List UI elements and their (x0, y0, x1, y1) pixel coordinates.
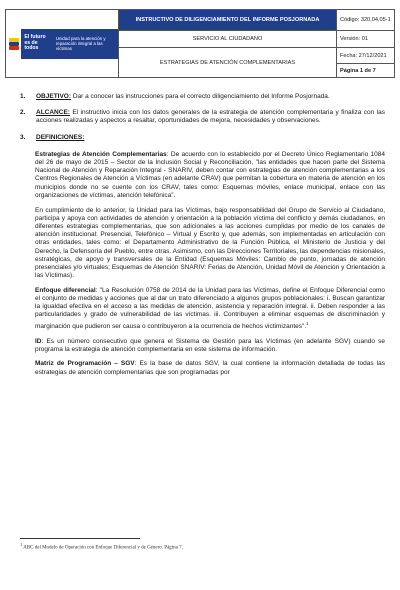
page-number: Página 1 de 7 (337, 64, 395, 78)
definition-id (35, 338, 385, 354)
header-table (5, 9, 395, 78)
definition-estrategias (35, 151, 385, 200)
colombia-flag-icon (8, 37, 19, 51)
logo-title: El futuro es de todos (24, 34, 46, 52)
section-number: 1. (20, 93, 26, 100)
doc-version: Versión: 01 (337, 31, 395, 48)
section-label: OBJETIVO: (36, 93, 72, 100)
footnote-divider (20, 538, 140, 539)
doc-date: Fecha: 27/12/2021 (337, 48, 395, 64)
definition-paragraph (35, 207, 385, 281)
definition-matriz (35, 360, 385, 376)
section-text: El instructivo inicia con los datos generales de la estrategia de atención complementaria y finaliza con las acciones realizadas y aspectos a resaltar, oportunidades de mejora, necesidades y observaciones. (36, 109, 385, 125)
logo (21, 29, 118, 59)
section-number: 3. (20, 133, 26, 141)
logo-subtitle: Unidad para la atención y reparación integral a las víctimas (55, 36, 106, 51)
definition-text: : De acuerdo con lo establecido por el Decreto Único Reglamentario 1084 del 26 de mayo de 2015 – Sector de la Inclusión Social y Reconciliación, "las entidades que hacen parte del Sistema Nacional de Atención y Reparación Integral - SNARIV, deben contar con estrategias de atención complementarias a los Centros Regionales de Atención a Víctimas (en adelante CRAV) que permitan la cobertura en materia de atención en los municipios donde no se cuente con los CRAV, tales como: Esquemas móviles, enlace municipal, enlace con las organizaciones de víctimas, atención telefónica". (35, 150, 385, 199)
doc-code: Código: 320,04,05-1 (337, 10, 395, 31)
document-body (20, 93, 385, 383)
section-definiciones (20, 134, 385, 142)
section-objetivo (20, 93, 385, 101)
paragraph-text: En cumplimiento de lo anterior, la Unidad para las Víctimas, bajo responsabilidad del Grupo de Servicio al Ciudadano, participa y apoya con actividades de atención y orientación a la población víctima del conflicto y demás ciudadanos, en diferentes estrategias complementarias, que son adicionales a las acciones cumplidas por medio de los canales de atención institucional: Presencial, Telefónico – Virtual y Escrito y, que además, son implementadas en articulación con otras entidades, tales como: el Departamento Administrativo de la Función Pública, el Ministerio de Justicia y del Derecho, la Defensoría del Pueblo, entre otras. Asimismo, con las Direcciones Territoriales, las dependencias misionales, estratégicas, de apoyo y transversales de la Entidad (Esquemas Móviles: Cambio de punto, jornadas de atención presenciales y/o virtuales; Esquemas de Atención SNARIV: Ferias de Atención, Unidad Móvil de Atención y Orientación a las Víctimas). (35, 206, 385, 280)
definition-term: ID (35, 337, 42, 345)
section-text: Dar a conocer las instrucciones para el correcto diligenciamiento del Informe Posjornada. (71, 93, 330, 100)
document-title: INSTRUCTIVO DE DILIGENCIAMIENTO DEL INFORME POSJORNADA (119, 10, 337, 31)
section-alcance (20, 109, 385, 125)
footnote-text: ABC del Modelo de Operación con Enfoque Diferencial y de Género. Página 7. (22, 545, 183, 551)
definition-text: : "La Resolución 0758 de 2014 de la Unidad para las Víctimas, define el Enfoque Diferencial como el conjunto de medidas y acciones que al dar un trato diferenciado a algunos grupos poblacionales: i. Buscan garantizar la igualdad efectiva en el acceso a las medidas de atención, asistencia y reparación integral. ii. Deben responder a las particularidades y grado de vulnerabilidad de las víctimas. iii. Contribuyen a eliminar esquemas de discriminación y marginación que pudieron ser causa o contribuyeron a la ocurrencia de hechos victimizantes". (35, 286, 385, 330)
footnote (20, 542, 183, 551)
process-name: ESTRATEGIAS DE ATENCIÓN COMPLEMENTARIAS (119, 48, 337, 78)
definition-term: Matriz de Programación – SGV (35, 360, 135, 368)
logo-cell (6, 10, 119, 78)
section-number: 2. (20, 109, 26, 117)
definition-text: : Es un número consecutivo que genera el Sistema de Gestión para las Víctimas (en adelante SGV) cuando se programa la estrategia de atención complementaria en este sistema de información. (35, 337, 385, 353)
document-header (0, 9, 400, 77)
definition-term: Estrategias de Atención Complementarias (35, 150, 167, 158)
footnote-number: 1 (20, 542, 23, 547)
definition-text: : Es la base de datos SGV, la cual contiene la información detallada de todas las estrategias de atención complementarias que son programadas por (35, 360, 385, 376)
definition-term: Enfoque diferencial (35, 286, 96, 294)
footnote-ref: 1 (306, 320, 309, 326)
section-label: DEFINICIONES: (36, 133, 85, 141)
section-label: ALCANCE: (36, 109, 70, 117)
service-name: SERVICIO AL CIUDADANO (119, 31, 337, 48)
definition-enfoque (35, 287, 385, 331)
